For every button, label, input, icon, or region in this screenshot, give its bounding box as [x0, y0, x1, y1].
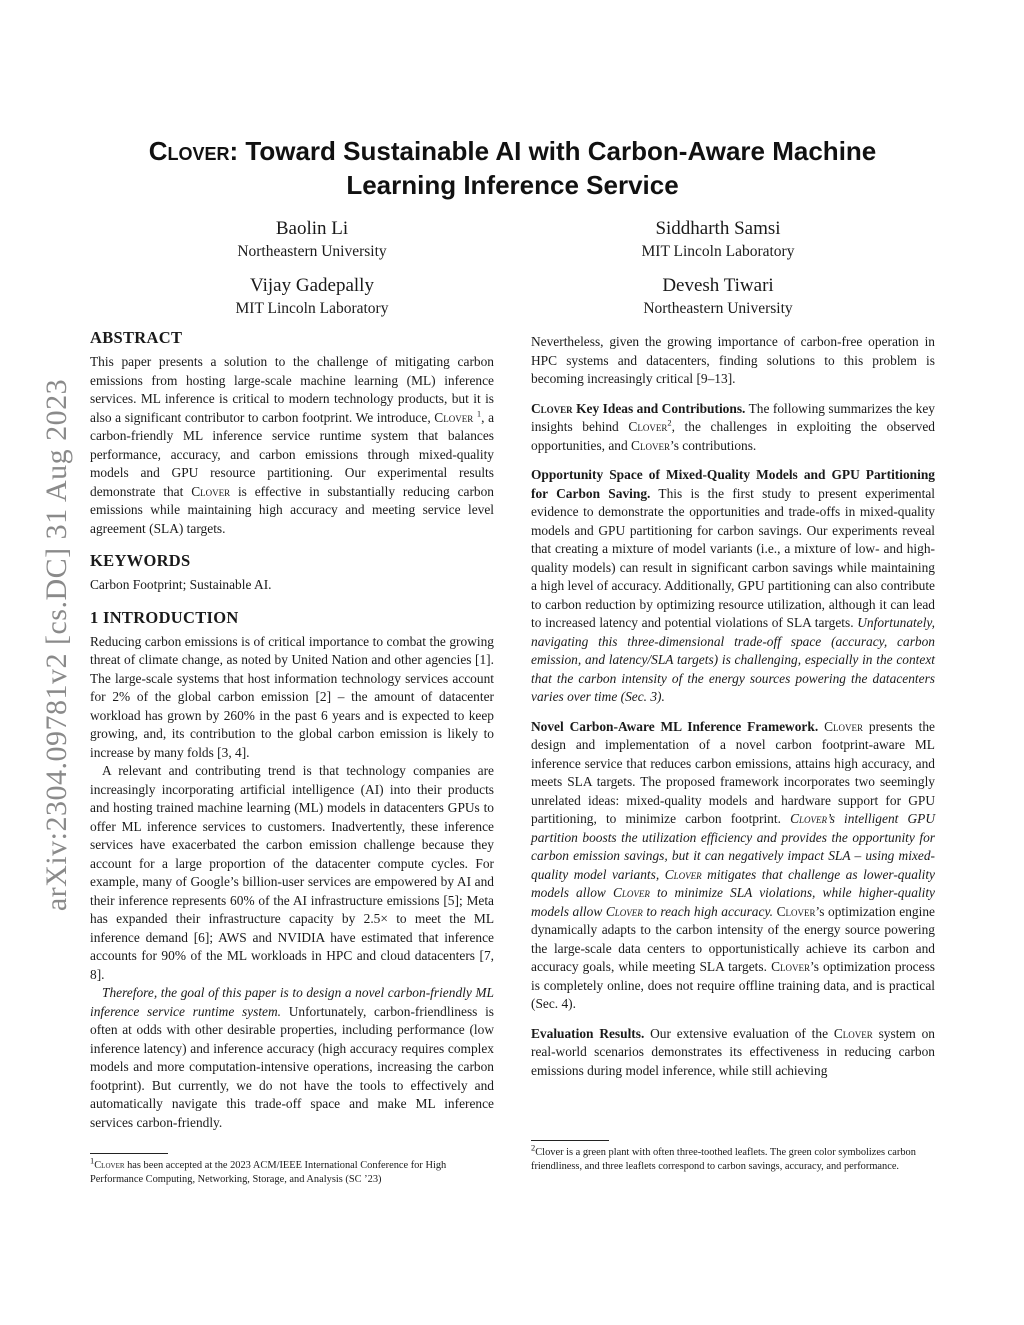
author-block-2	[548, 217, 888, 262]
author-name: Siddharth Samsi	[655, 218, 781, 239]
abstract-heading: ABSTRACT	[90, 328, 183, 347]
footnote-1: $^1$Clover has been accepted at the 2023 ACM/IEEE International Conference for High Performance Computing, Networking, Storage, and Analysis (SC ’23)	[90, 1155, 447, 1185]
paper-title	[90, 134, 935, 202]
evaluation-paragraph: Evaluation Results. Our extensive evaluation of the Clover system on real-world scenarios demonstrates its effectiveness in reducing carbon emissions during model inference, while still achieving	[531, 1025, 935, 1078]
arxiv-stamp	[32, 345, 82, 945]
author-block-4	[548, 274, 888, 319]
introduction-heading: 1 INTRODUCTION	[90, 607, 239, 627]
key-ideas-paragraph: Clover Key Ideas and Contributions. The following summarizes the key insights behind Clover$^2$, the challenges in exploiting the observed opportunities, and Clover’s contributions.	[531, 400, 936, 453]
title-system-name: Clover	[148, 136, 230, 166]
author-block-1	[142, 217, 482, 262]
right-column	[531, 333, 935, 1080]
title-line-2: Learning Inference Service	[346, 170, 679, 200]
abstract-text: This paper presents a solution to the challenge of mitigating carbon emissions from hosting large-scale machine learning (ML) inference services. ML inference is critical to modern technology products, but it is also a significant contributor to carbon footprint. We introduce, Clover $^1$, a carbon-friendly ML inference service runtime system that balances performance, accuracy, and carbon emissions through mixed-quality models and GPU resource partitioning. Our experimental results demonstrate that Clover is effective in substantially reducing carbon emissions while maintaining high accuracy and meeting service level agreement (SLA) targets.	[90, 354, 495, 536]
left-column	[90, 328, 494, 1132]
author-affiliation: MIT Lincoln Laboratory	[235, 300, 389, 317]
intro-paragraph-2: A relevant and contributing trend is that technology companies are increasingly incorporating artificial intelligence (AI) into their products and hosting trained machine learning (ML) models in datacenters GPUs to offer ML inference services to customers. Inadvertently, these inference services have exacerbated the carbon emission challenge because they account for a large proportion of the datacenter compute cycles. For example, many of Google’s billion-user services are empowered by AI and their inference represents 60% of the AI infrastructure emissions [5]; Meta has expanded their infrastructure capacity by 2.5× to meet the ML inference demand [6]; AWS and NVIDIA have estimated that inference accounts for 90% of the ML workloads in HPC and cloud datacenters [7, 8].	[90, 763, 494, 982]
footnote-rule-left	[90, 1153, 168, 1154]
author-name: Devesh Tiwari	[662, 275, 774, 296]
keywords-text: Carbon Footprint; Sustainable AI.	[90, 577, 272, 592]
author-affiliation: Northeastern University	[643, 300, 793, 317]
framework-paragraph: Novel Carbon-Aware ML Inference Framework. Clover presents the design and implementation of a novel carbon footprint-aware ML inference service that reduces carbon emissions, attains high accuracy, and meets SLA targets. The proposed framework incorporates two seemingly unrelated ideas: mixed-quality models and hardware support for GPU partitioning, to minimize carbon footprint. Clover’s intelligent GPU partition boosts the utilization efficiency and provides the opportunity for carbon emission savings, but it can negatively impact SLA – using mixed-quality model variants, Clover mitigates that challenge as lower-quality models allow Clover to minimize SLA violations, while higher-quality models allow Clover to reach high accuracy. Clover’s optimization engine dynamically adapts to the carbon intensity of the energy source powering the large-scale data centers to opportunistically achieve its carbon and accuracy goals, while meeting SLA targets. Clover’s optimization process is completely online, does not require offline training data, and is practical (Sec. 4).	[531, 718, 935, 1011]
intro-paragraph-4: Nevertheless, given the growing importance of carbon-free operation in HPC systems and datacenters, finding solutions to this problem is becoming increasingly critical [9–13].	[531, 334, 935, 386]
footnote-rule-right	[531, 1140, 609, 1141]
keywords-heading: KEYWORDS	[90, 551, 191, 570]
opportunity-paragraph: Opportunity Space of Mixed-Quality Models and GPU Partitioning for Carbon Saving. This is the first study to present experimental evidence to demonstrate the opportunities and trade-offs in mixed-quality models and GPU partitioning for carbon savings. Our experiments reveal that creating a mixture of model variants (i.e., a mixture of low- and high-quality models) can result in significant carbon savings while maintaining a high level of accuracy. Additionally, GPU partitioning can also contribute to carbon reduction by optimizing resource utilization, although it can lead to increased latency and potential violations of SLA targets. Unfortunately, navigating this three-dimensional trade-off space (accuracy, carbon emission, and latency/SLA targets) is challenging, especially in the context that the carbon intensity of the energy sources powering the datacenters varies over time (Sec. 3).	[531, 467, 935, 704]
intro-paragraph-3: Therefore, the goal of this paper is to design a novel carbon-friendly ML inference service runtime system. Unfortunately, carbon-friendliness is often at odds with other desirable properties, including performance (low inference latency) and inference accuracy (high accuracy requires complex models and more computation-intensive operations, increasing the carbon footprint). But currently, we do not have the tools to effectively and automatically navigate this trade-off space and make ML inference services carbon-friendly.	[90, 985, 495, 1130]
author-affiliation: MIT Lincoln Laboratory	[641, 243, 795, 260]
author-name: Vijay Gadepally	[250, 275, 374, 296]
title-line-1: : Toward Sustainable AI with Carbon-Aware Machine	[229, 136, 877, 166]
author-name: Baolin Li	[275, 218, 349, 239]
footnote-marker-1: 1	[476, 408, 482, 419]
arxiv-stamp-text: arXiv:2304.09781v2 [cs.DC] 31 Aug 2023	[40, 378, 74, 912]
author-block-3	[142, 274, 482, 319]
intro-paragraph-1: Reducing carbon emissions is of critical importance to combat the growing threat of climate change, as noted by United Nation and other agencies [1]. The large-scale systems that host information technology services account for 2% of the global carbon emission [2] – the amount of datacenter workload has grown by 260% in the past 6 years and is expected to keep growing, and, its contribution to the global carbon emission is likely to increase by many folds [3, 4].	[90, 633, 494, 760]
footnote-2: $^2$Clover is a green plant with often three-toothed leaflets. The green color symbolizes carbon friendliness, and three leaflets correspond to carbon savings, accuracy, and performance.	[531, 1142, 916, 1172]
author-affiliation: Northeastern University	[237, 243, 387, 260]
footnote-marker-2: 2	[667, 417, 672, 428]
